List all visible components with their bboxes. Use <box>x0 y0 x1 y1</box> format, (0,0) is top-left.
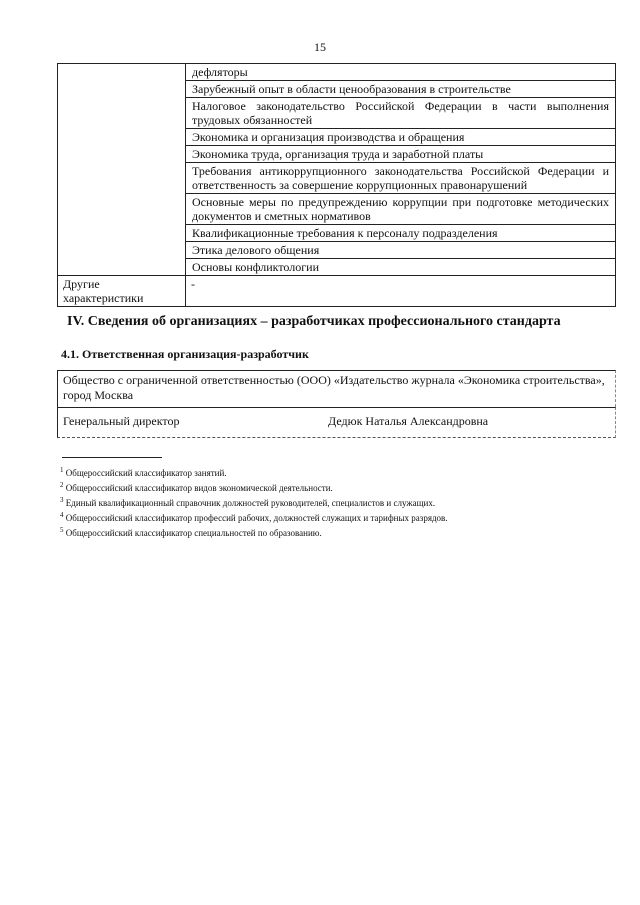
signatory-name: Дедюк Наталья Александровна <box>328 414 489 428</box>
section-title: IV. Сведения об организациях – разработчиках профессионального стандарта <box>67 314 561 329</box>
list-item: Квалификационные требования к персоналу подразделения <box>186 225 615 242</box>
signatory-row <box>57 407 616 438</box>
footnote-text: Общероссийский классификатор специальностей по образованию. <box>65 528 322 538</box>
footnote <box>60 479 600 494</box>
other-characteristics-value: - <box>186 276 616 307</box>
footnote-number: 4 <box>60 511 64 519</box>
footnote-number: 3 <box>60 496 64 504</box>
list-item: Этика делового общения <box>186 242 615 259</box>
other-characteristics-label: Другие характеристики <box>58 276 186 307</box>
footnote-number: 2 <box>60 481 64 489</box>
knowledge-table <box>57 63 616 307</box>
footnotes <box>60 464 600 539</box>
list-item: Основы конфликтологии <box>192 260 320 274</box>
footnote <box>60 464 600 479</box>
footnote-text: Общероссийский классификатор занятий. <box>65 468 227 478</box>
list-item: Основные меры по предупреждению коррупции при подготовке методических документов и сметных нормативов <box>186 194 615 225</box>
subsection-title: 4.1. Ответственная организация-разработчик <box>61 347 309 361</box>
signatory-position: Генеральный директор <box>63 414 180 428</box>
table-row <box>58 276 616 307</box>
organization-name: Общество с ограниченной ответственностью (ООО) «Издательство журнала «Экономика строительства», город Москва <box>57 370 616 407</box>
table-row <box>58 64 616 276</box>
list-item: Экономика труда, организация труда и заработной платы <box>186 146 615 163</box>
list-item: Требования антикоррупционного законодательства Российской Федерации и ответственность за совершение коррупционных правонарушений <box>186 163 615 194</box>
footnote <box>60 494 600 509</box>
list-item: Экономика и организация производства и обращения <box>186 129 615 146</box>
list-item: Зарубежный опыт в области ценообразования в строительстве <box>186 81 615 98</box>
footnote <box>60 524 600 539</box>
developer-organization-block <box>57 370 616 438</box>
knowledge-items-cell <box>186 64 616 276</box>
empty-label-cell <box>58 64 186 276</box>
footnote <box>60 509 600 524</box>
footnote-divider <box>62 457 162 458</box>
list-item: дефляторы <box>186 64 615 81</box>
list-item: Налоговое законодательство Российской Федерации в части выполнения трудовых обязанностей <box>186 98 615 129</box>
footnote-text: Единый квалификационный справочник должностей руководителей, специалистов и служащих. <box>65 498 436 508</box>
page-number: 15 <box>314 40 326 54</box>
footnote-text: Общероссийский классификатор видов экономической деятельности. <box>65 483 333 493</box>
footnote-number: 5 <box>60 526 64 534</box>
footnote-text: Общероссийский классификатор профессий рабочих, должностей служащих и тарифных разрядов. <box>65 513 448 523</box>
footnote-number: 1 <box>60 466 64 474</box>
